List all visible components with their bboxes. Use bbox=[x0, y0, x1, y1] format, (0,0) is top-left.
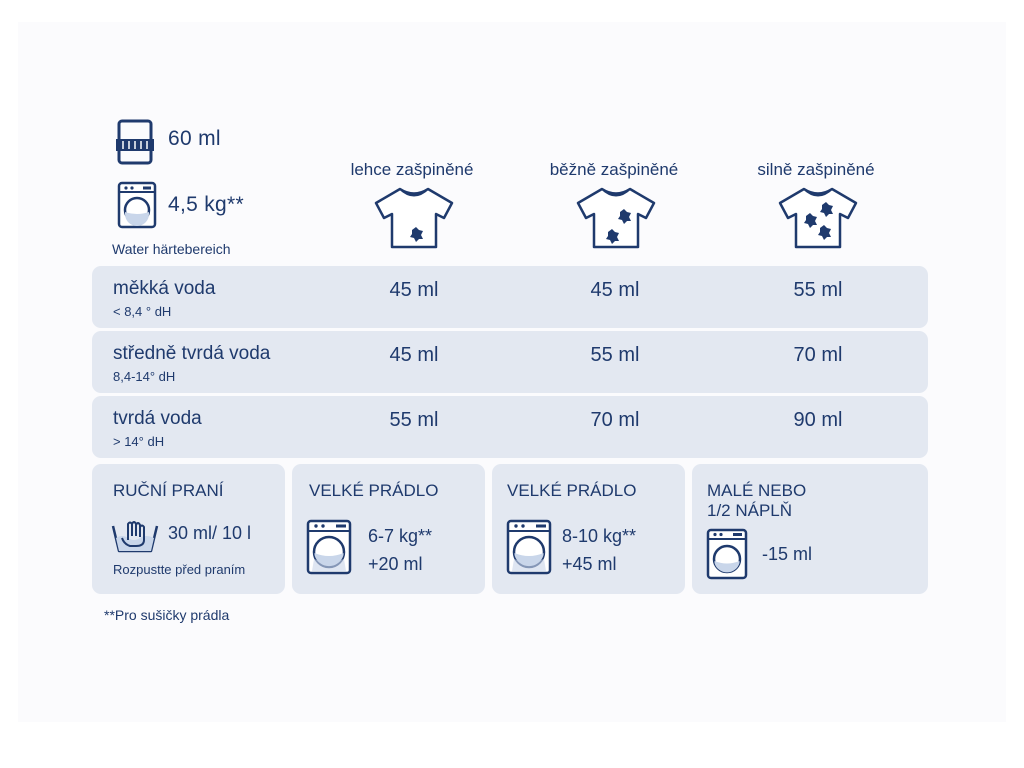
washing-machine-icon bbox=[117, 181, 157, 229]
row-label: měkká voda bbox=[113, 278, 216, 299]
tshirt-normal-stain-icon bbox=[574, 186, 658, 250]
column-header-heavy: silně zašpiněné bbox=[757, 160, 875, 179]
hand-wash-card bbox=[92, 464, 285, 594]
row-hardness-range: > 14° dH bbox=[113, 434, 165, 449]
table-row bbox=[92, 331, 928, 393]
dose-cell: 55 ml bbox=[389, 409, 439, 431]
washing-machine-icon bbox=[506, 519, 552, 575]
hand-wash-note: Rozpustte před praním bbox=[113, 562, 246, 577]
dose-cell: 45 ml bbox=[590, 279, 640, 301]
big-load-extra-dose: +20 ml bbox=[368, 554, 423, 574]
footnote: **Pro sušičky prádla bbox=[104, 607, 230, 623]
column-header-normal: běžně zašpiněné bbox=[549, 160, 679, 179]
column-header-light: lehce zašpiněné bbox=[350, 160, 474, 179]
small-load-dose: -15 ml bbox=[762, 544, 813, 564]
dose-cell: 55 ml bbox=[793, 279, 843, 301]
hand-wash-title: RUČNÍ PRANÍ bbox=[113, 481, 224, 500]
small-load-title-line1: MALÉ NEBO bbox=[707, 481, 807, 500]
washing-machine-icon bbox=[306, 519, 352, 575]
load-weight-value: 4,5 kg** bbox=[168, 193, 244, 216]
washing-machine-icon bbox=[706, 528, 748, 580]
table-row bbox=[92, 266, 928, 328]
tshirt-light-stain-icon bbox=[372, 186, 456, 250]
tshirt-heavy-stain-icon bbox=[776, 186, 860, 250]
hand-wash-basin-icon bbox=[110, 518, 160, 554]
row-label: středně tvrdá voda bbox=[113, 343, 271, 364]
row-hardness-range: 8,4-14° dH bbox=[113, 369, 176, 384]
big-load-weight: 8-10 kg** bbox=[562, 526, 637, 546]
big-load-card bbox=[292, 464, 485, 594]
small-load-card bbox=[692, 464, 928, 594]
big-load-card bbox=[492, 464, 685, 594]
dose-cell: 70 ml bbox=[793, 344, 843, 366]
table-row bbox=[92, 396, 928, 458]
dose-cell: 55 ml bbox=[590, 344, 640, 366]
dose-cell: 45 ml bbox=[389, 279, 439, 301]
water-hardness-heading: Water härtebereich bbox=[112, 241, 231, 257]
small-load-title-line2: 1/2 NÁPLŇ bbox=[707, 501, 793, 520]
dose-cell: 70 ml bbox=[590, 409, 640, 431]
big-load-title: VELKÉ PRÁDLO bbox=[507, 481, 637, 500]
big-load-weight: 6-7 kg** bbox=[368, 526, 433, 546]
row-label: tvrdá voda bbox=[113, 408, 202, 429]
dose-cell: 90 ml bbox=[793, 409, 843, 431]
dosing-cap-icon bbox=[115, 119, 155, 165]
hand-wash-dose: 30 ml/ 10 l bbox=[168, 523, 252, 543]
big-load-extra-dose: +45 ml bbox=[562, 554, 617, 574]
row-hardness-range: < 8,4 ° dH bbox=[113, 304, 172, 319]
dose-cell: 45 ml bbox=[389, 344, 439, 366]
cap-dose-value: 60 ml bbox=[168, 127, 221, 150]
big-load-title: VELKÉ PRÁDLO bbox=[309, 481, 439, 500]
